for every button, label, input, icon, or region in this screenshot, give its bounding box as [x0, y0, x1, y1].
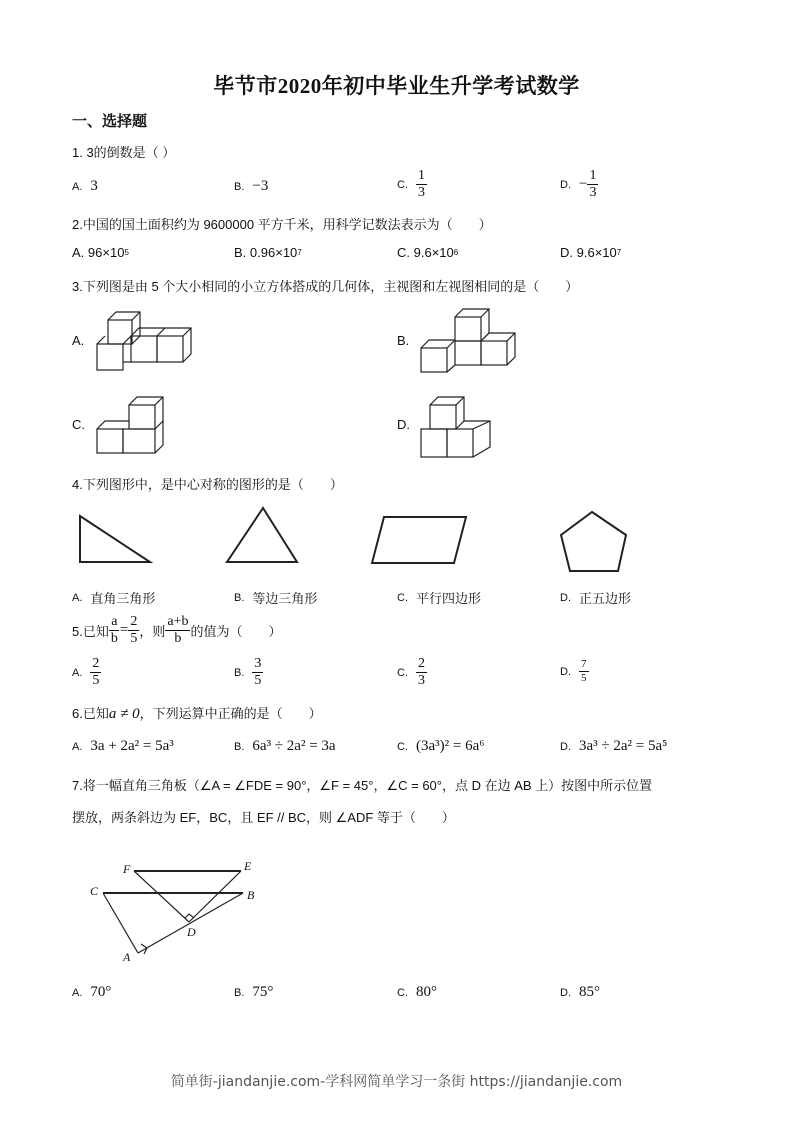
fraction [416, 656, 427, 689]
point-label-f: F [123, 862, 131, 876]
fraction [90, 656, 101, 689]
q2-option-a[interactable] [72, 245, 129, 260]
option-label: C. [397, 740, 408, 753]
q1-option-b[interactable] [234, 178, 268, 195]
minus-sign: − [579, 176, 588, 192]
q4-option-d[interactable] [560, 588, 631, 607]
question-3-stem: 3.下列图是由 5 个大小相同的小立方体搭成的几何体，主视图和左视图相同的是（ ） [72, 279, 579, 294]
option-label: C. [397, 986, 408, 999]
q6-option-a[interactable] [72, 738, 174, 755]
option-value: 等边三角形 [252, 591, 318, 606]
equals-sign: = [119, 622, 129, 638]
option-label: B. [234, 245, 247, 260]
numerator: 2 [92, 656, 100, 671]
q4-option-a[interactable] [72, 588, 155, 607]
denominator: 3 [418, 673, 425, 688]
option-value: 3a³ ÷ 2a² = 5a⁵ [579, 738, 668, 754]
exponent: 6 [453, 248, 459, 257]
denominator: 5 [130, 631, 138, 646]
stem-math: a ≠ 0 [108, 706, 140, 722]
denominator: b [174, 631, 182, 646]
option-value: 直角三角形 [90, 591, 156, 606]
q2-option-b[interactable] [234, 245, 302, 260]
q3-option-d-label[interactable]: D. [397, 417, 410, 432]
question-7-stem-line-1: 7.将一幅直角三角板（∠A = ∠FDE = 90°，∠F = 45°，∠C = 60°，点 D 在边 AB 上）按图中所示位置 [72, 778, 653, 793]
stem-text: 的值为（ ） [190, 624, 282, 639]
q7-option-b[interactable] [234, 984, 273, 1001]
point-label-d: D [187, 925, 196, 939]
option-value: 85° [579, 984, 600, 1000]
question-2-stem: 2.中国的国土面积约为 9600000 平方千米，用科学记数法表示为（ ） [72, 217, 492, 232]
option-value: 3 [90, 178, 98, 194]
q3-option-b-label[interactable]: B. [397, 333, 410, 348]
exponent: 7 [297, 248, 302, 257]
option-label: D. [560, 245, 573, 260]
option-label: B. [234, 986, 245, 999]
exponent: 7 [616, 248, 622, 257]
point-label-c: C [90, 884, 99, 898]
option-value: 平行四边形 [416, 591, 482, 606]
q5-option-b[interactable] [234, 656, 263, 689]
fraction-a-plus-b-over-b [165, 614, 190, 647]
cubes-figure-a [95, 308, 195, 378]
question-7-stem-line-2: 摆放，两条斜边为 EF，BC，且 EF // BC，则 ∠ADF 等于（ ） [72, 810, 455, 825]
option-value: 96×10 [87, 245, 125, 260]
q6-option-b[interactable] [234, 738, 336, 755]
fraction [252, 656, 263, 689]
q4-option-c[interactable] [397, 588, 481, 607]
option-value: 0.96×10 [249, 245, 298, 260]
option-label: D. [560, 591, 571, 604]
denominator: b [110, 631, 118, 646]
option-label: B. [234, 591, 245, 604]
option-label: C. [397, 591, 408, 604]
option-value: 70° [90, 984, 112, 1000]
numerator: 2 [130, 614, 138, 629]
numerator: a+b [167, 614, 189, 629]
point-label-a: A [123, 950, 131, 964]
parallelogram-figure [370, 515, 470, 570]
option-label: C. [397, 666, 408, 679]
option-value: 正五边形 [579, 591, 632, 606]
option-label: A. [72, 986, 83, 999]
q5-option-d[interactable] [560, 658, 589, 685]
section-heading: 一、选择题 [72, 114, 148, 130]
fraction-2-over-5 [128, 614, 139, 647]
denominator: 5 [254, 673, 262, 688]
stem-text: ，则 [139, 624, 166, 639]
numerator: 7 [581, 658, 587, 670]
q7-option-d[interactable] [560, 984, 600, 1001]
point-label-b: B [247, 888, 255, 902]
numerator: 2 [418, 656, 425, 671]
stem-text: 6.已知 [72, 706, 109, 721]
fraction [587, 168, 598, 201]
denominator: 5 [92, 673, 100, 688]
question-5-stem [72, 614, 281, 647]
question-6-stem [72, 703, 322, 723]
option-value: 9.6×10 [576, 245, 617, 260]
option-label: B. [234, 180, 245, 193]
q2-option-d[interactable] [560, 245, 621, 260]
option-label: D. [560, 665, 571, 678]
option-value: 9.6×10 [413, 245, 454, 260]
option-label: A. [72, 245, 85, 260]
footer-watermark: 简单街-jiandanjie.com-学科网简单学习一条街 https://jiandanjie.com [170, 1074, 623, 1090]
option-label: A. [72, 591, 83, 604]
q1-option-c[interactable] [397, 168, 427, 201]
equilateral-triangle-figure [225, 505, 305, 565]
cubes-figure-d [420, 393, 510, 468]
fraction [579, 658, 589, 685]
option-label: D. [560, 178, 571, 191]
option-label: D. [560, 986, 571, 999]
q3-option-a-label[interactable]: A. [72, 333, 85, 348]
option-label: B. [234, 666, 245, 679]
q5-option-c[interactable] [397, 656, 427, 689]
denominator: 3 [418, 185, 425, 200]
option-label: B. [234, 740, 245, 753]
option-label: C. [397, 245, 410, 260]
fraction-a-over-b [109, 614, 120, 647]
question-4-stem: 4.下列图形中，是中心对称的图形的是（ ） [72, 477, 343, 492]
point-label-e: E [244, 859, 252, 873]
fraction [416, 168, 427, 201]
denominator: 5 [581, 672, 587, 684]
q2-option-c[interactable] [397, 245, 458, 260]
q5-option-a[interactable] [72, 656, 101, 689]
q1-option-d[interactable] [560, 168, 598, 201]
stem-text: ，下列运算中正确的是（ ） [139, 706, 322, 721]
option-value: (3a³)² = 6a⁶ [416, 738, 485, 754]
numerator: 1 [418, 168, 425, 183]
stem-text: 5.已知 [72, 624, 109, 639]
option-value: 80° [416, 984, 437, 1000]
numerator: 1 [589, 168, 597, 183]
numerator: 3 [254, 656, 262, 671]
regular-pentagon-figure [555, 510, 635, 575]
q6-option-d[interactable] [560, 738, 667, 755]
numerator: a [111, 614, 118, 629]
option-label: D. [560, 740, 571, 753]
cubes-figure-c [95, 393, 185, 468]
exponent: 5 [124, 248, 129, 257]
cubes-figure-b [420, 308, 520, 378]
q7-option-c[interactable] [397, 984, 437, 1001]
option-label: A. [72, 740, 83, 753]
option-value: 3a + 2a² = 5a³ [90, 738, 174, 754]
option-value: −3 [252, 178, 269, 194]
option-label: C. [397, 178, 408, 191]
q1-option-a[interactable] [72, 178, 98, 195]
q4-option-b[interactable] [234, 588, 317, 607]
option-value: 75° [252, 984, 274, 1000]
q6-option-c[interactable] [397, 738, 485, 755]
option-label: A. [72, 180, 83, 193]
right-triangle-figure [78, 510, 158, 570]
question-1-stem: 1. 3的倒数是（ ） [72, 145, 176, 160]
q3-option-c-label[interactable]: C. [72, 417, 85, 432]
option-label: A. [72, 666, 83, 679]
page-title: 毕节市2020年初中毕业生升学考试数学 [213, 74, 580, 98]
q7-option-a[interactable] [72, 984, 111, 1001]
denominator: 3 [589, 185, 597, 200]
option-value: 6a³ ÷ 2a² = 3a [252, 738, 336, 754]
